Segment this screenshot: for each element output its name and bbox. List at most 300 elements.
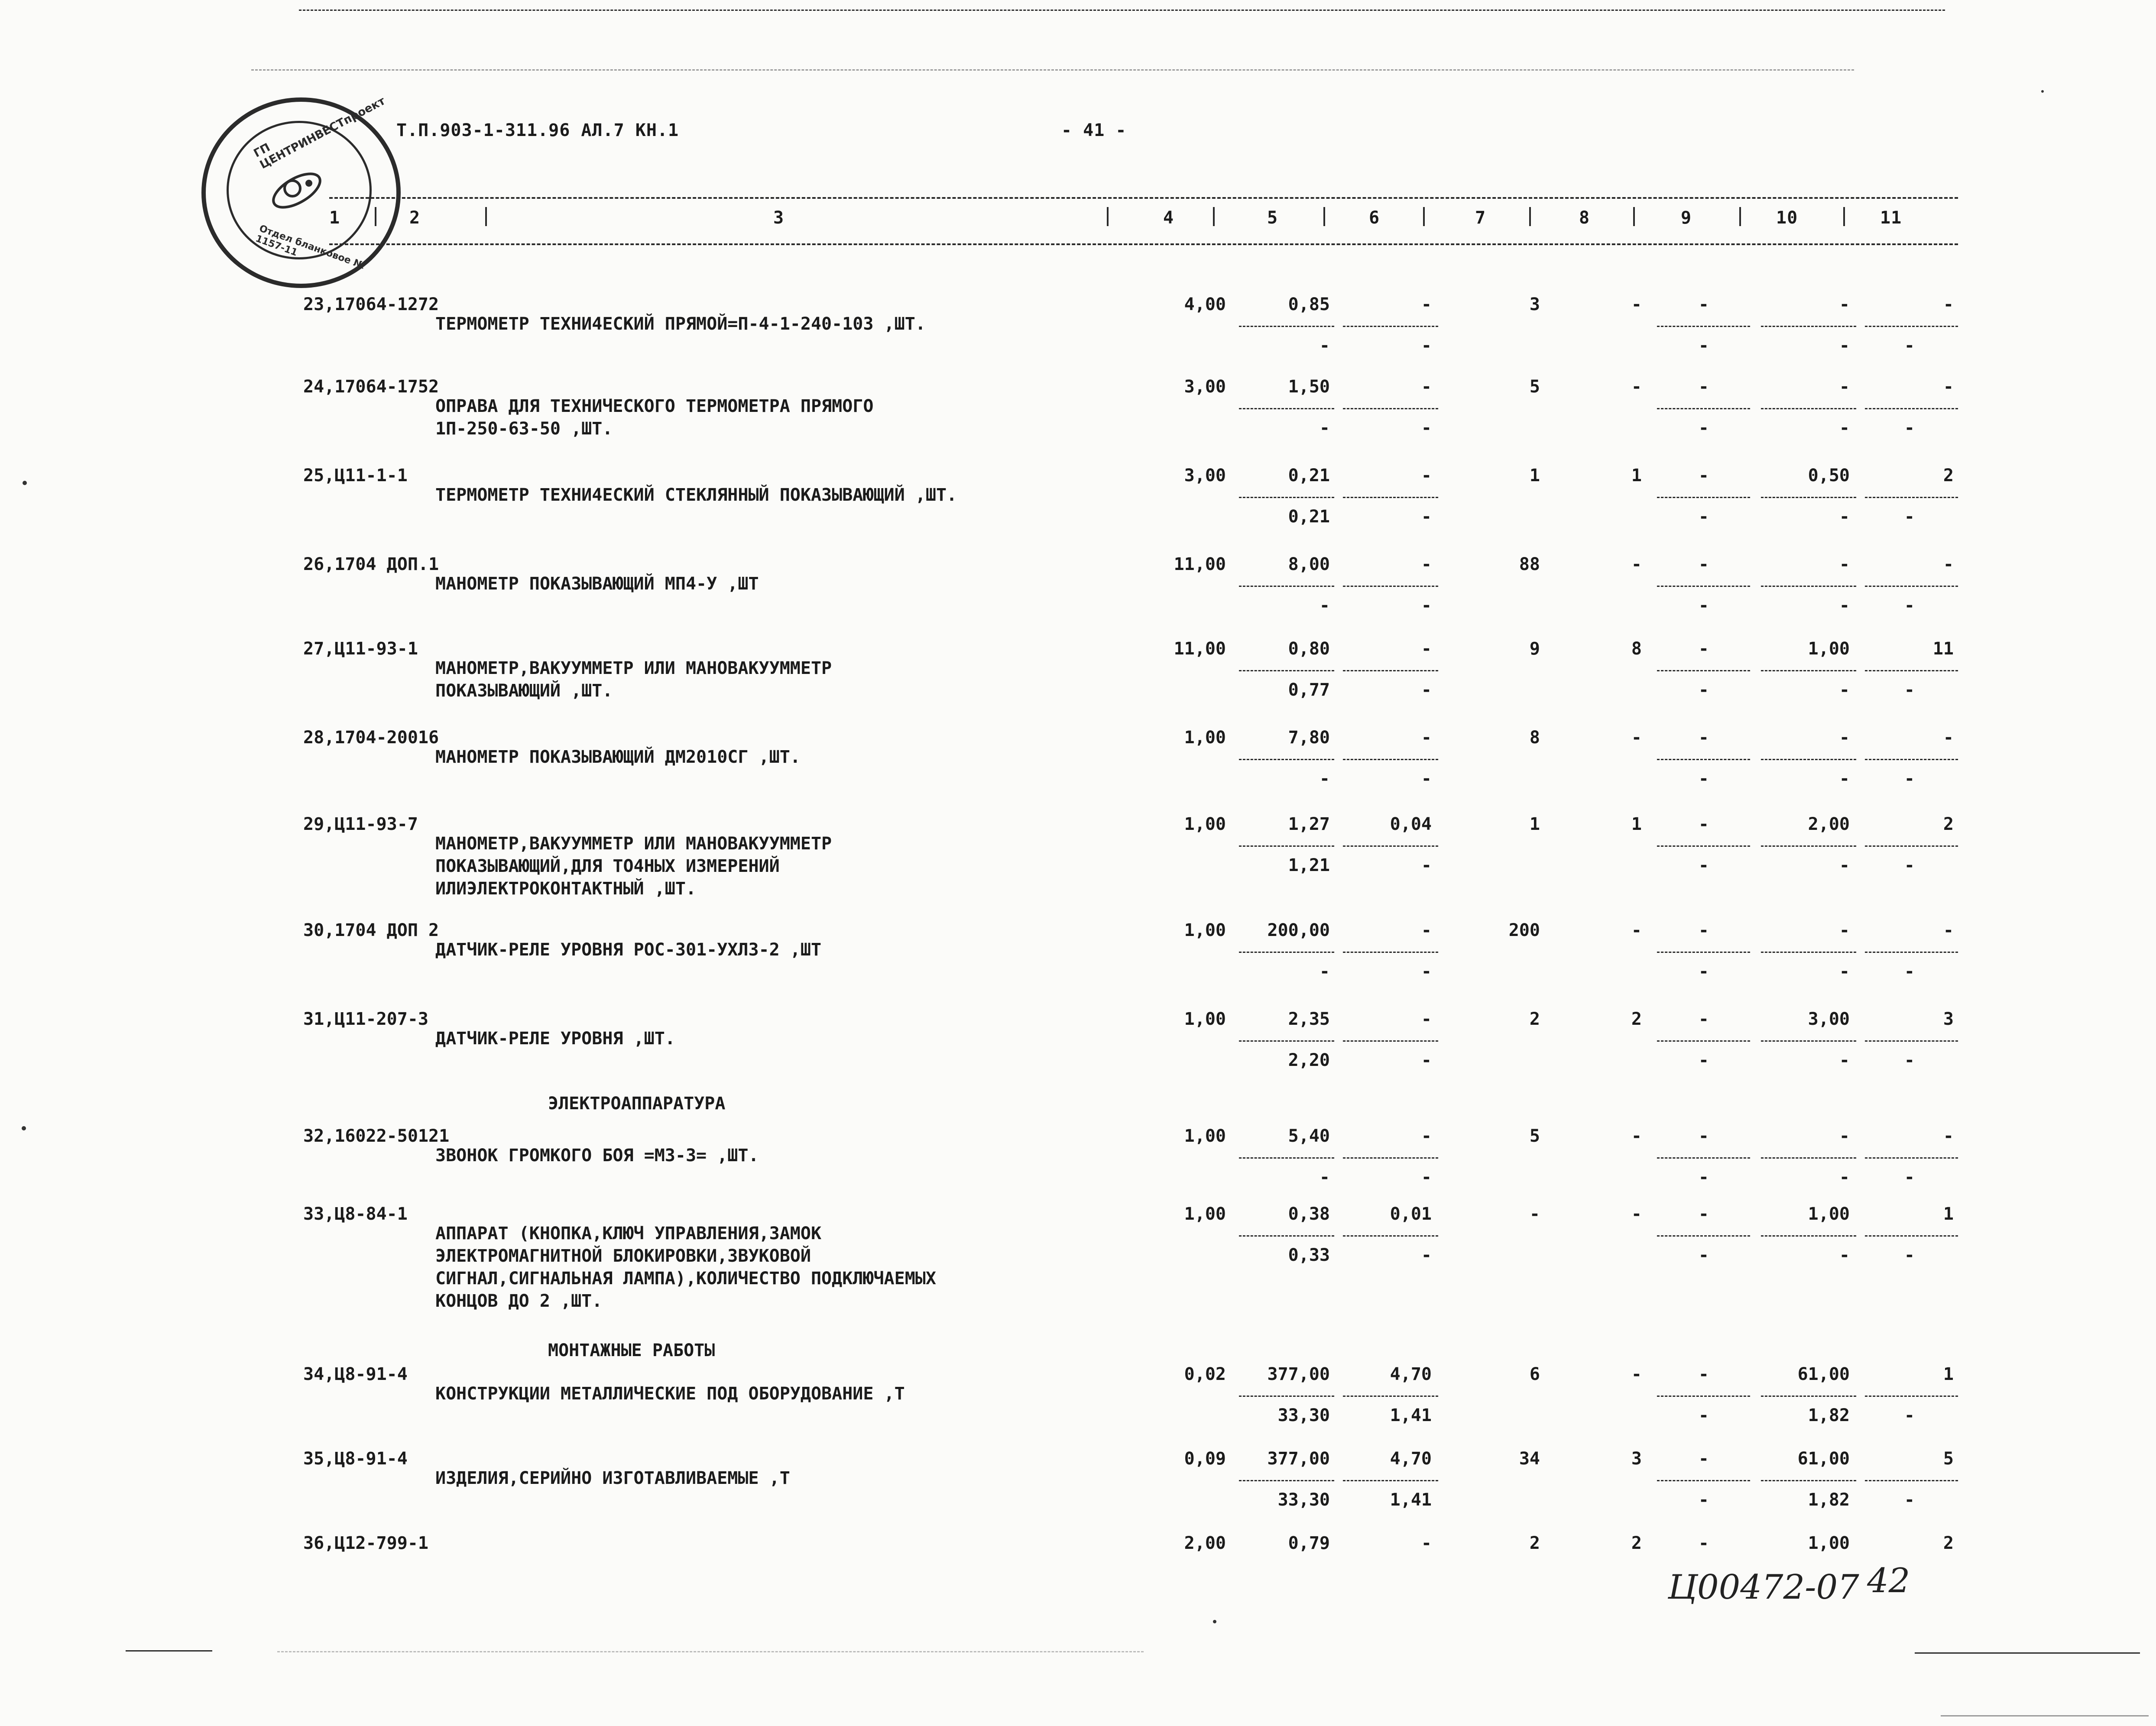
cell-c7: 2 [1529, 1533, 1540, 1553]
cell-c8: - [1631, 920, 1642, 940]
item-description-line: 1П-250-63-50 ,ШТ. [435, 419, 613, 439]
cell-c4: 1,00 [1184, 1009, 1226, 1029]
cell-c9b: - [1698, 418, 1709, 438]
cell-c5: 377,00 [1267, 1449, 1330, 1469]
cell-c9b: - [1698, 507, 1709, 527]
column-header-10: 10 [1776, 208, 1798, 228]
cell-c10: 3,00 [1808, 1009, 1850, 1029]
seal-emblem-icon [206, 102, 388, 275]
cell-c9: - [1698, 295, 1709, 314]
item-code: 32,16022-50121 [303, 1126, 450, 1146]
cell-divider-rule [1865, 586, 1958, 587]
cell-c5b: 1,21 [1288, 855, 1330, 875]
cell-c5b: 0,77 [1288, 680, 1330, 700]
cell-divider-rule [1657, 1157, 1750, 1159]
item-code: 31,Ц11-207-3 [303, 1009, 428, 1029]
cell-divider-rule [1761, 408, 1856, 409]
section-heading: ЭЛЕКТРОАППАРАТУРА [548, 1094, 726, 1114]
column-header-5: 5 [1267, 208, 1278, 228]
cell-c4: 11,00 [1174, 554, 1226, 574]
cell-c11b: - [1904, 1245, 1915, 1265]
cell-divider-rule [1865, 408, 1958, 409]
cell-divider-rule [1239, 1396, 1334, 1397]
cell-c11b: - [1904, 680, 1915, 700]
cell-divider-rule [1865, 326, 1958, 327]
cell-c7: 200 [1508, 920, 1540, 940]
cell-c9b: - [1698, 680, 1709, 700]
cell-c9: - [1698, 1533, 1709, 1553]
cell-divider-rule [1343, 1396, 1438, 1397]
header-top-rule [329, 197, 1958, 199]
page-number: - 41 - [1061, 120, 1127, 140]
column-header-3: 3 [773, 208, 785, 228]
handwritten-code: Ц00472-07 [1668, 1568, 1859, 1607]
cell-c11b: - [1904, 855, 1915, 875]
cell-c4: 11,00 [1174, 639, 1226, 659]
cell-c8: 2 [1631, 1009, 1642, 1029]
cell-divider-rule [1761, 759, 1856, 760]
seal-text-bottom: Отдел бланковое № 1157-11 [254, 223, 366, 272]
cell-c11: - [1943, 728, 1954, 748]
item-description-line: МАНОМЕТР ПОКАЗЫВАЮЩИЙ ДМ2010СГ ,ШТ. [435, 747, 801, 767]
cell-c9: - [1698, 639, 1709, 659]
cell-divider-rule [1343, 1157, 1438, 1159]
cell-c5: 200,00 [1267, 920, 1330, 940]
cell-divider-rule [1239, 586, 1334, 587]
cell-divider-rule [1343, 326, 1438, 327]
cell-divider-rule [1657, 670, 1750, 671]
cell-divider-rule [1761, 1157, 1856, 1159]
cell-divider-rule [1657, 586, 1750, 587]
cell-divider-rule [1239, 759, 1334, 760]
cell-c4: 3,00 [1184, 466, 1226, 486]
cell-c5: 0,21 [1288, 466, 1330, 486]
cell-c9b: - [1698, 1167, 1709, 1187]
cell-c11: 2 [1943, 466, 1954, 486]
cell-c5b: - [1319, 769, 1330, 789]
cell-c10b: - [1839, 962, 1850, 981]
cell-c8: - [1631, 554, 1642, 574]
cell-c4: 0,02 [1184, 1364, 1226, 1384]
cell-c6: - [1421, 728, 1432, 748]
cell-c8: 1 [1631, 814, 1642, 834]
column-header-7: 7 [1475, 208, 1486, 228]
cell-c6b: - [1421, 596, 1432, 615]
item-description-line: МАНОМЕТР,ВАКУУММЕТР ИЛИ МАНОВАКУУММЕТР [435, 834, 832, 854]
cell-c6: 4,70 [1390, 1449, 1432, 1469]
cell-c4: 1,00 [1184, 1126, 1226, 1146]
item-code: 30,1704 ДОП 2 [303, 920, 439, 940]
cell-c11: - [1943, 920, 1954, 940]
cell-divider-rule [1761, 1480, 1856, 1481]
cell-divider-rule [1657, 759, 1750, 760]
handwritten-page: 42 [1867, 1561, 1910, 1600]
cell-divider-rule [1761, 497, 1856, 498]
cell-c7: 8 [1529, 728, 1540, 748]
cell-c10b: - [1839, 1245, 1850, 1265]
cell-divider-rule [1239, 845, 1334, 847]
cell-c7: 1 [1529, 814, 1540, 834]
cell-divider-rule [1865, 1157, 1958, 1159]
cell-c10: - [1839, 920, 1850, 940]
cell-c9: - [1698, 554, 1709, 574]
cell-divider-rule [1343, 1040, 1438, 1042]
column-separator [1843, 207, 1845, 226]
cell-c11b: - [1904, 962, 1915, 981]
item-description-line: ДАТЧИК-РЕЛЕ УРОВНЯ ,ШТ. [435, 1029, 675, 1049]
cell-c11b: - [1904, 1405, 1915, 1425]
cell-c7: 34 [1519, 1449, 1540, 1469]
document-code: Т.П.903-1-311.96 АЛ.7 КН.1 [396, 120, 679, 140]
cell-divider-rule [1239, 1235, 1334, 1237]
cell-divider-rule [1865, 952, 1958, 953]
column-separator [1323, 207, 1325, 226]
cell-divider-rule [1865, 1235, 1958, 1237]
cell-c5b: - [1319, 336, 1330, 356]
cell-divider-rule [1761, 1396, 1856, 1397]
item-description-line: ЗВОНОК ГРОМКОГО БОЯ =МЗ-3= ,ШТ. [435, 1146, 759, 1166]
cell-c6b: 1,41 [1390, 1405, 1432, 1425]
cell-c9b: - [1698, 1245, 1709, 1265]
item-code: 25,Ц11-1-1 [303, 466, 408, 486]
cell-c7: 9 [1529, 639, 1540, 659]
item-code: 33,Ц8-84-1 [303, 1204, 408, 1224]
column-separator [485, 207, 487, 226]
cell-divider-rule [1343, 845, 1438, 847]
item-description-line: ДАТЧИК-РЕЛЕ УРОВНЯ РОС-301-УХЛ3-2 ,ШТ [435, 940, 822, 960]
cell-c6b: - [1421, 336, 1432, 356]
item-description-line: ОПРАВА ДЛЯ ТЕХНИЧЕСКОГО ТЕРМОМЕТРА ПРЯМОГО [435, 396, 874, 416]
item-code: 35,Ц8-91-4 [303, 1449, 408, 1469]
item-description-line: ЭЛЕКТРОМАГНИТНОЙ БЛОКИРОВКИ,ЗВУКОВОЙ [435, 1246, 811, 1266]
cell-c10: - [1839, 377, 1850, 397]
cell-c11: - [1943, 554, 1954, 574]
cell-divider-rule [1865, 1396, 1958, 1397]
cell-c10b: 1,82 [1808, 1405, 1850, 1425]
column-separator [1423, 207, 1425, 226]
header-bottom-rule [329, 243, 1958, 245]
cell-c5: 0,79 [1288, 1533, 1330, 1553]
cell-divider-rule [1343, 408, 1438, 409]
cell-c9: - [1698, 1204, 1709, 1224]
cell-c10b: - [1839, 596, 1850, 615]
cell-c11: 1 [1943, 1364, 1954, 1384]
cell-c5b: 0,21 [1288, 507, 1330, 527]
cell-c5: 1,50 [1288, 377, 1330, 397]
cell-c11: 3 [1943, 1009, 1954, 1029]
cell-divider-rule [1657, 1480, 1750, 1481]
item-code: 34,Ц8-91-4 [303, 1364, 408, 1384]
cell-c8: - [1631, 728, 1642, 748]
organization-seal [201, 94, 401, 288]
section-heading: МОНТАЖНЫЕ РАБОТЫ [548, 1341, 715, 1360]
cell-c5: 0,80 [1288, 639, 1330, 659]
cell-c10b: - [1839, 680, 1850, 700]
cell-divider-rule [1343, 670, 1438, 671]
cell-c6: 0,04 [1390, 814, 1432, 834]
cell-c5: 5,40 [1288, 1126, 1330, 1146]
item-description-line: ПОКАЗЫВАЮЩИЙ ,ШТ. [435, 681, 613, 701]
column-header-1: 1 [329, 208, 340, 228]
cell-c9b: - [1698, 1050, 1709, 1070]
cell-c9b: - [1698, 596, 1709, 615]
cell-c6: - [1421, 1126, 1432, 1146]
cell-divider-rule [1657, 497, 1750, 498]
cell-c7: 1 [1529, 466, 1540, 486]
cell-c9b: - [1698, 1490, 1709, 1510]
cell-divider-rule [1239, 1040, 1334, 1042]
cell-divider-rule [1239, 326, 1334, 327]
item-description-line: ИЛИЭЛЕКТРОКОНТАКТНЫЙ ,ШТ. [435, 879, 697, 899]
cell-c11: - [1943, 377, 1954, 397]
cell-divider-rule [1343, 1235, 1438, 1237]
cell-divider-rule [1239, 497, 1334, 498]
cell-c7: 5 [1529, 377, 1540, 397]
cell-c9: - [1698, 1449, 1709, 1469]
cell-c6: 0,01 [1390, 1204, 1432, 1224]
cell-divider-rule [1657, 952, 1750, 953]
column-separator [1739, 207, 1741, 226]
item-code: 26,1704 ДОП.1 [303, 554, 439, 574]
cell-c11: 2 [1943, 814, 1954, 834]
cell-c8: 2 [1631, 1533, 1642, 1553]
item-description-line: ПОКАЗЫВАЮЩИЙ,ДЛЯ ТО4НЫХ ИЗМЕРЕНИЙ [435, 856, 780, 876]
cell-divider-rule [1343, 1480, 1438, 1481]
cell-c9: - [1698, 1126, 1709, 1146]
cell-c7: 2 [1529, 1009, 1540, 1029]
item-description-line: СИГНАЛ,СИГНАЛЬНАЯ ЛАМПА),КОЛИЧЕСТВО ПОДКЛЮЧАЕМЫХ [435, 1269, 936, 1289]
cell-c6b: - [1421, 680, 1432, 700]
column-separator [1633, 207, 1635, 226]
cell-c9b: - [1698, 855, 1709, 875]
cell-c10: - [1839, 295, 1850, 314]
item-description-line: ТЕРМОМЕТР ТЕХНИ4ЕСКИЙ ПРЯМОЙ=П-4-1-240-103 ,ШТ. [435, 314, 926, 334]
cell-divider-rule [1761, 1235, 1856, 1237]
item-description-line: ТЕРМОМЕТР ТЕХНИ4ЕСКИЙ СТЕКЛЯННЫЙ ПОКАЗЫВАЮЩИЙ ,ШТ. [435, 485, 957, 505]
column-header-2: 2 [409, 208, 421, 228]
seal-text-top: ГП ЦЕНТРИНВЕСТпроект [251, 94, 388, 172]
column-header-6: 6 [1369, 208, 1380, 228]
cell-divider-rule [1239, 670, 1334, 671]
cell-c6: - [1421, 554, 1432, 574]
cell-c5: 7,80 [1288, 728, 1330, 748]
cell-c6: - [1421, 377, 1432, 397]
cell-c4: 1,00 [1184, 728, 1226, 748]
cell-c10b: - [1839, 769, 1850, 789]
cell-divider-rule [1657, 1396, 1750, 1397]
column-separator [1107, 207, 1109, 226]
cell-c7: 6 [1529, 1364, 1540, 1384]
cell-c8: - [1631, 377, 1642, 397]
cell-divider-rule [1239, 1157, 1334, 1159]
item-description-line: КОНЦОВ ДО 2 ,ШТ. [435, 1291, 603, 1311]
cell-c6: - [1421, 466, 1432, 486]
cell-c11: 2 [1943, 1533, 1954, 1553]
cell-c6: - [1421, 639, 1432, 659]
cell-c8: - [1631, 1364, 1642, 1384]
cell-c8: 1 [1631, 466, 1642, 486]
column-separator [375, 207, 376, 226]
item-code: 27,Ц11-93-1 [303, 639, 418, 659]
cell-c10b: 1,82 [1808, 1490, 1850, 1510]
cell-c10: 0,50 [1808, 466, 1850, 486]
cell-c10: - [1839, 728, 1850, 748]
cell-c4: 1,00 [1184, 920, 1226, 940]
cell-c10b: - [1839, 336, 1850, 356]
cell-c6b: - [1421, 1050, 1432, 1070]
cell-c10b: - [1839, 1050, 1850, 1070]
cell-divider-rule [1657, 326, 1750, 327]
cell-divider-rule [1865, 1040, 1958, 1042]
item-description-line: МАНОМЕТР,ВАКУУММЕТР ИЛИ МАНОВАКУУММЕТР [435, 658, 832, 678]
cell-divider-rule [1657, 845, 1750, 847]
cell-divider-rule [1865, 845, 1958, 847]
cell-c6b: 1,41 [1390, 1490, 1432, 1510]
cell-c10: 2,00 [1808, 814, 1850, 834]
cell-c10: 61,00 [1797, 1364, 1850, 1384]
cell-c6: - [1421, 1533, 1432, 1553]
cell-c10b: - [1839, 507, 1850, 527]
cell-c7: 88 [1519, 554, 1540, 574]
cell-divider-rule [1657, 1235, 1750, 1237]
cell-divider-rule [1761, 670, 1856, 671]
cell-divider-rule [1865, 670, 1958, 671]
cell-c6b: - [1421, 769, 1432, 789]
cell-c5b: 33,30 [1277, 1405, 1330, 1425]
cell-c4: 1,00 [1184, 1204, 1226, 1224]
item-description-line: ИЗДЕЛИЯ,СЕРИЙНО ИЗГОТАВЛИВАЕМЫЕ ,Т [435, 1468, 790, 1488]
cell-c6: - [1421, 1009, 1432, 1029]
item-description-line: КОНСТРУКЦИИ МЕТАЛЛИЧЕСКИЕ ПОД ОБОРУДОВАНИЕ ,Т [435, 1384, 905, 1404]
cell-c9b: - [1698, 1405, 1709, 1425]
column-header-8: 8 [1579, 208, 1590, 228]
cell-divider-rule [1343, 497, 1438, 498]
cell-c9: - [1698, 377, 1709, 397]
cell-divider-rule [1343, 586, 1438, 587]
cell-c5: 377,00 [1267, 1364, 1330, 1384]
cell-c6b: - [1421, 418, 1432, 438]
cell-c10: 61,00 [1797, 1449, 1850, 1469]
cell-c8: - [1631, 1126, 1642, 1146]
cell-c4: 1,00 [1184, 814, 1226, 834]
item-description-line: АППАРАТ (КНОПКА,КЛЮЧ УПРАВЛЕНИЯ,ЗАМОК [435, 1224, 822, 1243]
cell-c11b: - [1904, 596, 1915, 615]
column-separator [1213, 207, 1215, 226]
cell-divider-rule [1239, 952, 1334, 953]
cell-c11b: - [1904, 336, 1915, 356]
cell-c8: 8 [1631, 639, 1642, 659]
cell-c6b: - [1421, 1245, 1432, 1265]
cell-c5b: 33,30 [1277, 1490, 1330, 1510]
cell-c5: 0,85 [1288, 295, 1330, 314]
cell-c9: - [1698, 1009, 1709, 1029]
cell-divider-rule [1343, 759, 1438, 760]
cell-c11: 11 [1932, 639, 1954, 659]
cell-c10: 1,00 [1808, 1204, 1850, 1224]
item-code: 28,1704-20016 [303, 728, 439, 748]
cell-c7: 5 [1529, 1126, 1540, 1146]
item-code: 23,17064-1272 [303, 295, 439, 314]
cell-divider-rule [1761, 586, 1856, 587]
cell-c6b: - [1421, 855, 1432, 875]
cell-c10: - [1839, 554, 1850, 574]
cell-c5b: 0,33 [1288, 1245, 1330, 1265]
cell-c5: 8,00 [1288, 554, 1330, 574]
cell-c9: - [1698, 728, 1709, 748]
cell-c5b: - [1319, 1167, 1330, 1187]
cell-c9b: - [1698, 336, 1709, 356]
cell-c7: - [1529, 1204, 1540, 1224]
cell-divider-rule [1865, 1480, 1958, 1481]
cell-divider-rule [1761, 1040, 1856, 1042]
cell-c9: - [1698, 920, 1709, 940]
cell-divider-rule [1865, 759, 1958, 760]
cell-c11: 1 [1943, 1204, 1954, 1224]
cell-c6b: - [1421, 507, 1432, 527]
cell-c10: 1,00 [1808, 639, 1850, 659]
cell-c8: - [1631, 1204, 1642, 1224]
cell-c6: - [1421, 295, 1432, 314]
cell-c5b: 2,20 [1288, 1050, 1330, 1070]
cell-c5: 0,38 [1288, 1204, 1330, 1224]
cell-divider-rule [1761, 845, 1856, 847]
cell-c8: 3 [1631, 1449, 1642, 1469]
cell-c5: 1,27 [1288, 814, 1330, 834]
cell-c6b: - [1421, 1167, 1432, 1187]
cell-c9b: - [1698, 962, 1709, 981]
item-code: 24,17064-1752 [303, 377, 439, 397]
item-code: 36,Ц12-799-1 [303, 1533, 428, 1553]
cell-c5b: - [1319, 418, 1330, 438]
cell-c6: - [1421, 920, 1432, 940]
cell-divider-rule [1761, 326, 1856, 327]
cell-c4: 4,00 [1184, 295, 1226, 314]
cell-c10b: - [1839, 855, 1850, 875]
cell-c7: 3 [1529, 295, 1540, 314]
cell-divider-rule [1761, 952, 1856, 953]
cell-c4: 0,09 [1184, 1449, 1226, 1469]
cell-c11: 5 [1943, 1449, 1954, 1469]
column-separator [1529, 207, 1531, 226]
cell-divider-rule [1657, 408, 1750, 409]
cell-c11: - [1943, 295, 1954, 314]
cell-c9b: - [1698, 769, 1709, 789]
cell-c8: - [1631, 295, 1642, 314]
cell-divider-rule [1343, 952, 1438, 953]
cell-c10: 1,00 [1808, 1533, 1850, 1553]
cell-divider-rule [1239, 408, 1334, 409]
cell-c11b: - [1904, 769, 1915, 789]
item-code: 29,Ц11-93-7 [303, 814, 418, 834]
cell-c11b: - [1904, 418, 1915, 438]
cell-c11b: - [1904, 1050, 1915, 1070]
cell-divider-rule [1865, 497, 1958, 498]
column-header-4: 4 [1163, 208, 1174, 228]
cell-c9: - [1698, 814, 1709, 834]
cell-divider-rule [1239, 1480, 1334, 1481]
cell-c11b: - [1904, 1490, 1915, 1510]
cell-c5b: - [1319, 596, 1330, 615]
column-header-9: 9 [1681, 208, 1692, 228]
item-description-line: МАНОМЕТР ПОКАЗЫВАЮЩИЙ МП4-У ,ШТ [435, 574, 759, 594]
cell-c9: - [1698, 466, 1709, 486]
cell-c11b: - [1904, 1167, 1915, 1187]
cell-c11: - [1943, 1126, 1954, 1146]
cell-c4: 2,00 [1184, 1533, 1226, 1553]
cell-c5: 2,35 [1288, 1009, 1330, 1029]
cell-c10: - [1839, 1126, 1850, 1146]
cell-c6: 4,70 [1390, 1364, 1432, 1384]
